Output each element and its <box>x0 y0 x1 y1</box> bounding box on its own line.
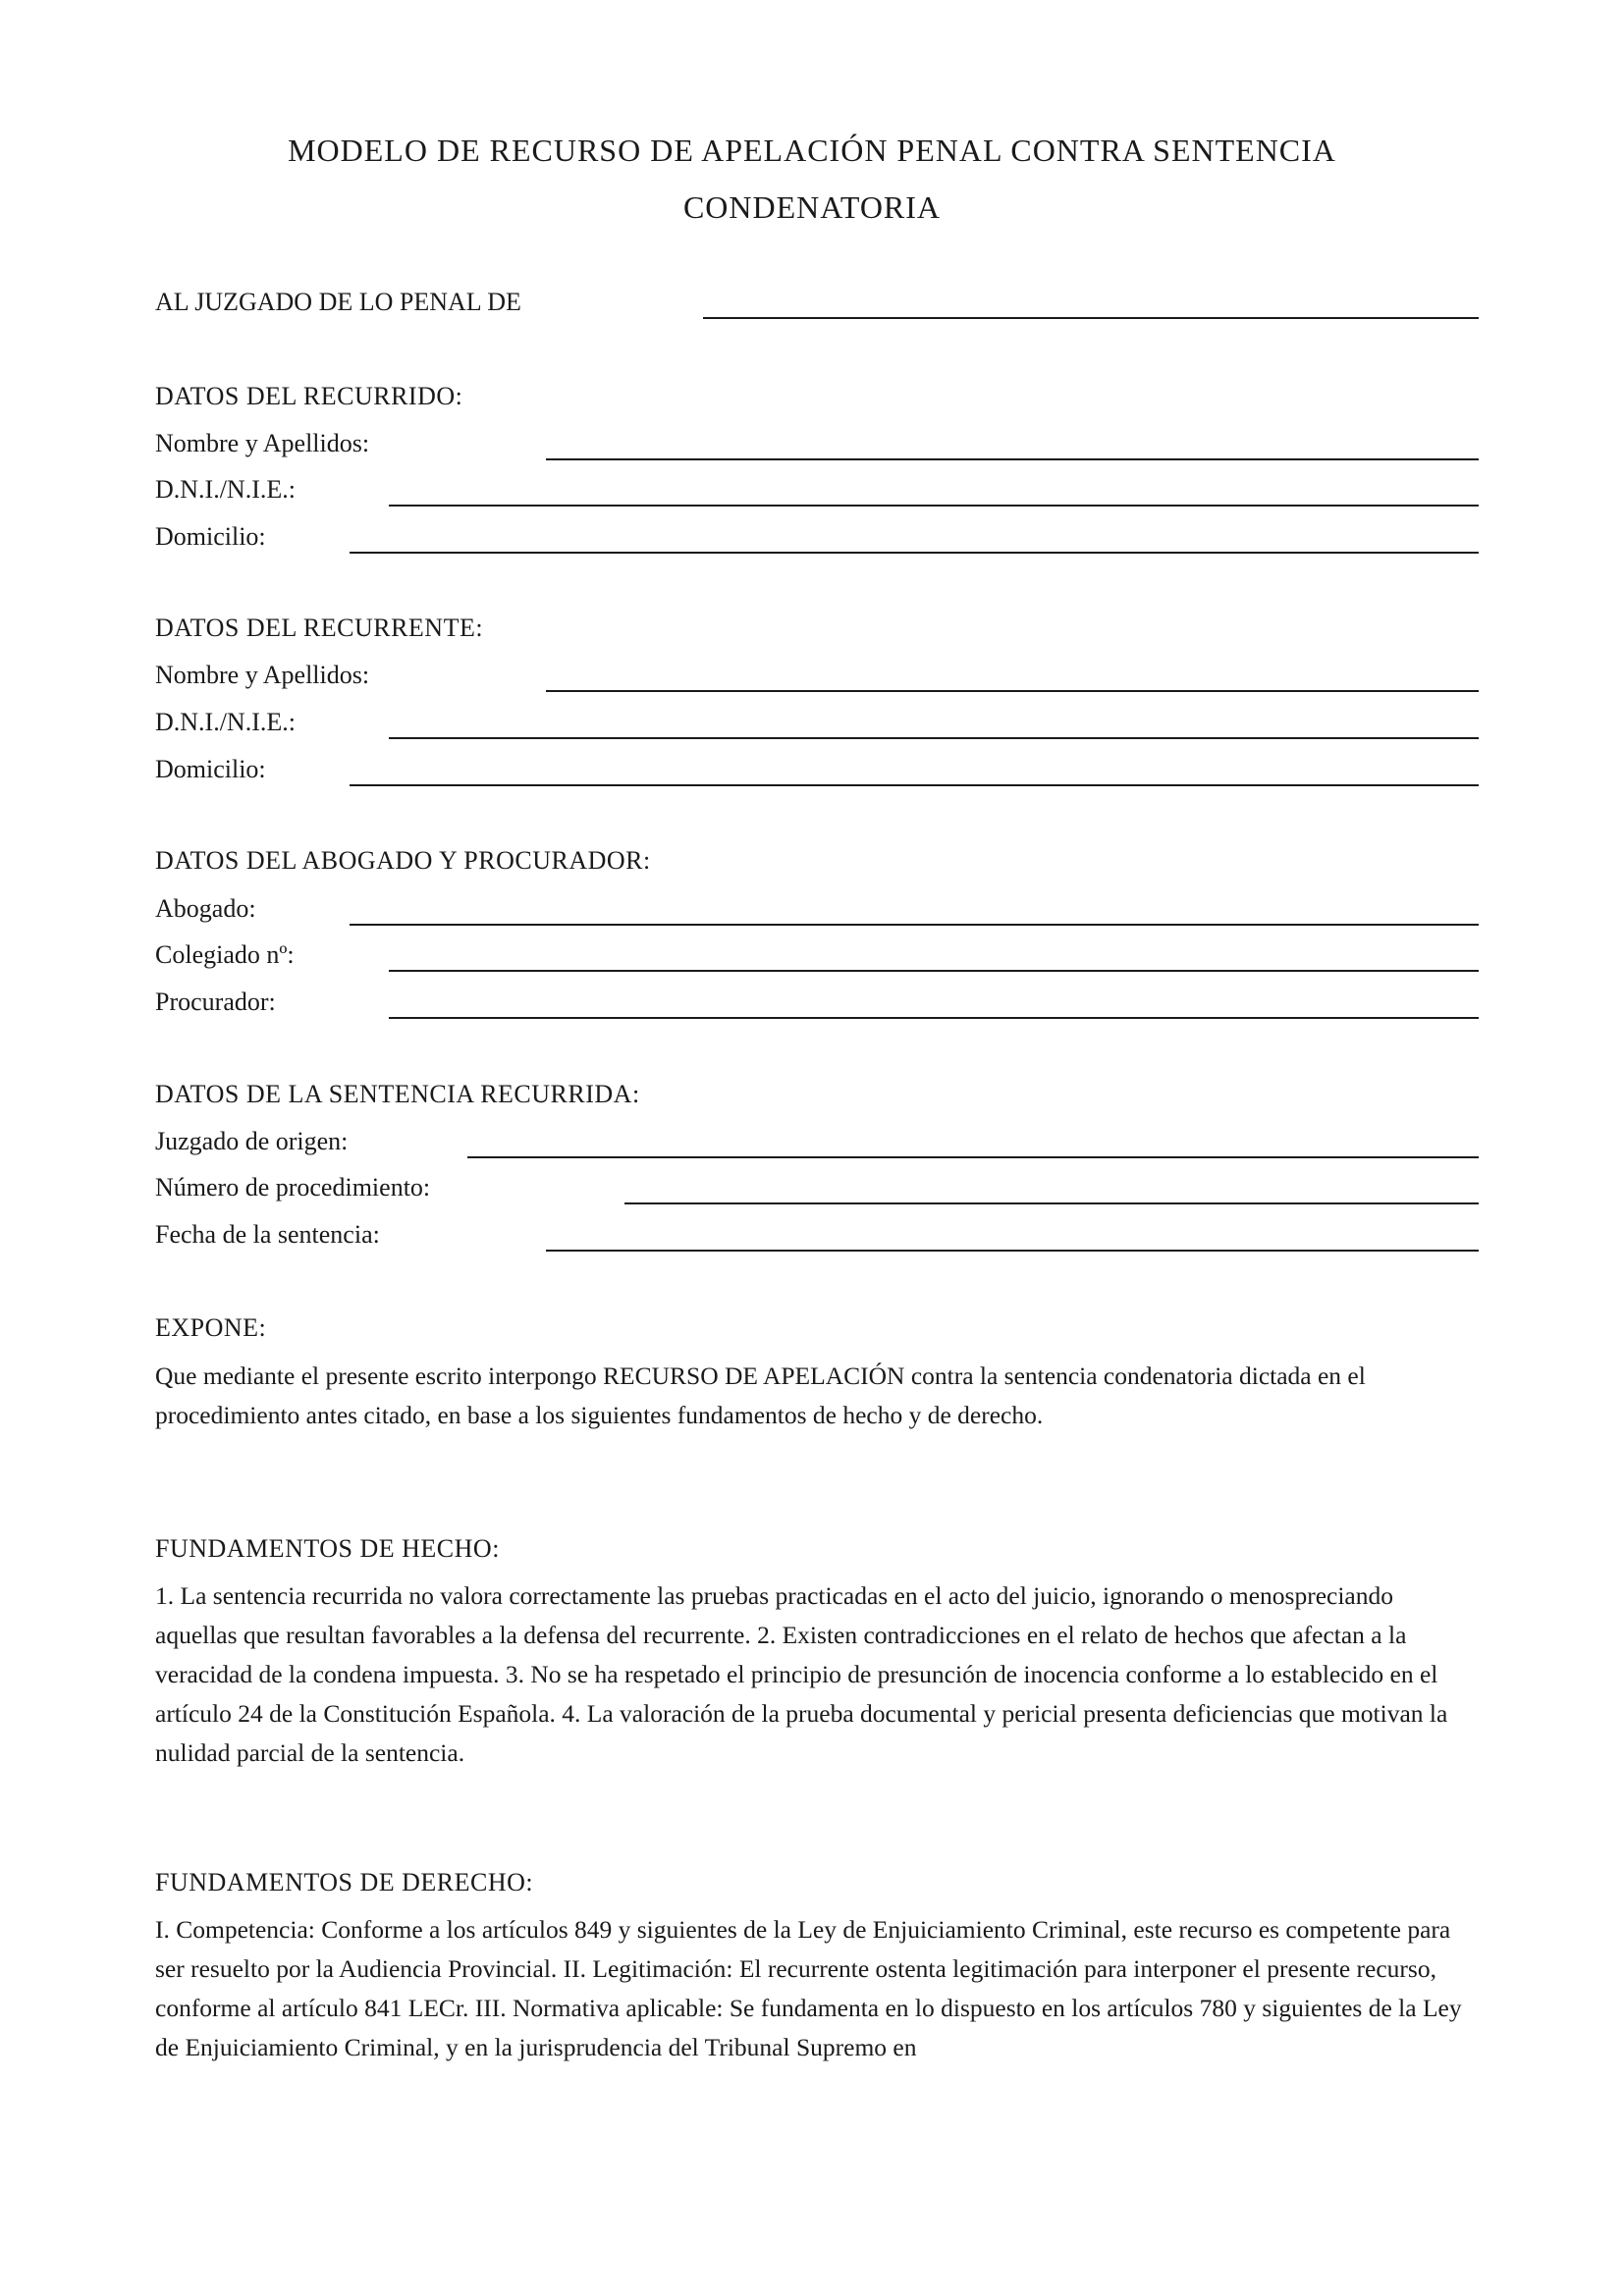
collegiate-field-line[interactable] <box>389 970 1479 972</box>
recurrente-address-label: Domicilio: <box>155 755 266 783</box>
derecho-heading: FUNDAMENTOS DE DERECHO: <box>155 1868 534 1896</box>
procurator-field-line[interactable] <box>389 1017 1479 1019</box>
sentence-date-field-line[interactable] <box>546 1250 1479 1252</box>
title-line-2: CONDENATORIA <box>682 189 942 225</box>
sentencia-heading: DATOS DE LA SENTENCIA RECURRIDA: <box>155 1080 640 1108</box>
recurrente-name-field-line[interactable] <box>546 690 1479 692</box>
procedure-number-label: Número de procedimiento: <box>155 1173 431 1201</box>
recurrente-dni-label: D.N.I./N.I.E.: <box>155 708 296 736</box>
recurrente-dni-field-line[interactable] <box>389 737 1479 739</box>
document-title <box>196 122 1428 236</box>
recurrente-heading: DATOS DEL RECURRENTE: <box>155 614 484 642</box>
origin-court-field-line[interactable] <box>467 1156 1479 1158</box>
lawyer-field-line[interactable] <box>350 924 1479 926</box>
recurrente-address-field-line[interactable] <box>350 784 1479 786</box>
court-field-line[interactable] <box>703 317 1479 319</box>
collegiate-label: Colegiado nº: <box>155 940 295 969</box>
recurrido-dni-label: D.N.I./N.I.E.: <box>155 475 296 504</box>
procedure-number-field-line[interactable] <box>624 1202 1479 1204</box>
hechos-text: 1. La sentencia recurrida no valora correctamente las pruebas practicadas en el acto del juicio, ignorando o menospreciando aquellas que resultan favorables a la defensa del recurrente. 2. Existen contradicciones en el relato de hechos que afectan a la veracidad de la condena impuesta. 3. No se ha respetado el principio de presunción de inocencia conforme a lo establecido en el artículo 24 de la Constitución Española. 4. La valoración de la prueba documental y pericial presenta deficiencias que motivan la nulidad parcial de la sentencia. <box>155 1581 1448 1767</box>
recurrido-name-label: Nombre y Apellidos: <box>155 429 370 457</box>
recurrido-address-field-line[interactable] <box>350 552 1479 554</box>
expone-text: Que mediante el presente escrito interpongo RECURSO DE APELACIÓN contra la sentencia condenatoria dictada en el procedimiento antes citado, en base a los siguientes fundamentos de hecho y de derecho. <box>155 1362 1366 1429</box>
recurrido-name-field-line[interactable] <box>546 458 1479 460</box>
origin-court-label: Juzgado de origen: <box>155 1127 349 1155</box>
procurator-label: Procurador: <box>155 988 276 1016</box>
recurrido-heading: DATOS DEL RECURRIDO: <box>155 382 463 410</box>
abogado-heading: DATOS DEL ABOGADO Y PROCURADOR: <box>155 846 651 875</box>
court-label: AL JUZGADO DE LO PENAL DE <box>155 288 521 316</box>
hechos-heading: FUNDAMENTOS DE HECHO: <box>155 1534 500 1563</box>
expone-heading: EXPONE: <box>155 1313 267 1342</box>
recurrido-address-label: Domicilio: <box>155 522 266 551</box>
title-line-1: MODELO DE RECURSO DE APELACIÓN PENAL CONTRA SENTENCIA <box>288 133 1336 168</box>
lawyer-label: Abogado: <box>155 894 256 923</box>
sentence-date-label: Fecha de la sentencia: <box>155 1220 380 1249</box>
recurrente-name-label: Nombre y Apellidos: <box>155 661 370 689</box>
recurrido-dni-field-line[interactable] <box>389 505 1479 507</box>
derecho-text: I. Competencia: Conforme a los artículos 849 y siguientes de la Ley de Enjuiciamiento Criminal, este recurso es competente para ser resuelto por la Audiencia Provincial. II. Legitimación: El recurrente ostenta legitimación para interponer el presente recurso, conforme al artículo 841 LECr. III. Normativa aplicable: Se fundamenta en lo dispuesto en los artículos 780 y siguientes de la Ley de Enjuiciamiento Criminal, y en la jurisprudencia del Tribunal Supremo en <box>155 1915 1462 2061</box>
